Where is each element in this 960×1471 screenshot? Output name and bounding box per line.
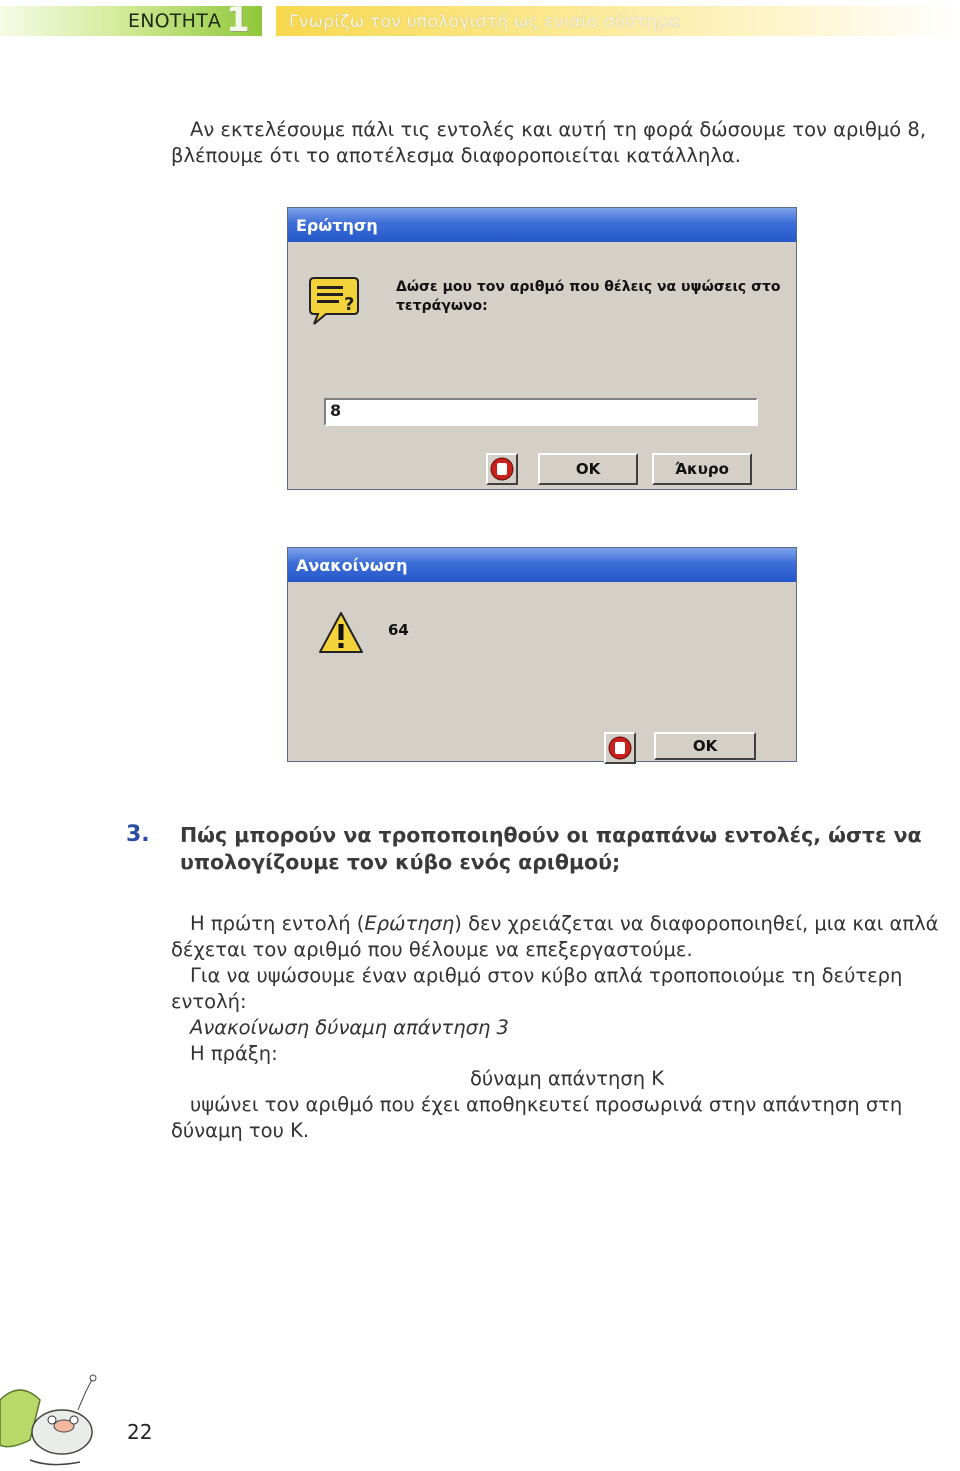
question-line-2: υπολογίζουμε τον κύβο ενός αριθμού; (180, 850, 621, 874)
intro-line-1: Αν εκτελέσουμε πάλι τις εντολές και αυτή τη φορά δώσουμε τον αριθμό 8, (190, 118, 927, 141)
question-dialog (287, 207, 797, 490)
announce-dialog-titlebar (288, 548, 796, 582)
body-p1-italic: Ερώτηση (364, 912, 455, 935)
speech-bubble-question-icon (308, 274, 360, 326)
svg-text:?: ? (344, 294, 355, 315)
action-label: Η πράξη: (190, 1042, 278, 1065)
stop-help-button[interactable] (486, 453, 518, 485)
intro-line-2: βλέπουμε ότι το αποτέλεσμα διαφοροποιείται κατάλληλα. (171, 144, 741, 167)
mouse-mascot-illustration (0, 1370, 110, 1471)
body-p1-b: ) δεν χρειάζεται να διαφοροποιηθεί, μια και απλά (454, 912, 939, 935)
announce-dialog (287, 547, 797, 762)
announce-dialog-message: 64 (388, 621, 409, 639)
question-line-1: Πώς μπορούν να τροποποιηθούν οι παραπάνω εντολές, ώστε να (180, 823, 922, 847)
question-dialog-titlebar (288, 208, 796, 242)
page-number: 22 (127, 1420, 153, 1444)
header-unit-label: ΕΝΟΤΗΤΑ (128, 10, 222, 32)
question-dialog-message-2: τετράγωνο: (396, 298, 488, 314)
body-p3-line-1: υψώνει τον αριθμό που έχει αποθηκευτεί προσωρινά στην απάντηση στη (190, 1093, 903, 1116)
expression-line: δύναμη απάντηση Κ (470, 1067, 665, 1090)
question-dialog-message-1: Δώσε μου τον αριθμό που θέλεις να υψώσεις στο (396, 279, 781, 295)
header-title: Γνωρίζω τον υπολογιστή ως ενιαίο σύστημα (289, 12, 681, 32)
cancel-button[interactable]: Άκυρο (652, 453, 752, 485)
stop-hand-icon (488, 455, 516, 483)
warning-triangle-icon (318, 610, 364, 656)
body-p1-a: Η πρώτη εντολή ( (190, 912, 365, 935)
header-unit-number: 1 (226, 0, 250, 40)
question-number: 3. (126, 822, 150, 847)
body-p2-line-2: εντολή: (171, 990, 247, 1013)
answer-input[interactable]: 8 (324, 398, 758, 426)
body-p3-line-2: δύναμη του Κ. (171, 1119, 310, 1142)
body-p1-line-1 (190, 911, 939, 937)
body-p1-line-2: δέχεται τον αριθμό που θέλουμε να επεξεργαστούμε. (171, 938, 693, 961)
announce-ok-button[interactable]: OK (654, 732, 756, 760)
question-dialog-title: Ερώτηση (296, 216, 378, 235)
ok-button[interactable]: OK (538, 453, 638, 485)
stop-help-button-2[interactable] (604, 732, 636, 764)
question-heading (180, 822, 922, 876)
command-line: Ανακοίνωση δύναμη απάντηση 3 (190, 1016, 509, 1039)
body-p2-line-1: Για να υψώσουμε έναν αριθμό στον κύβο απλά τροποποιούμε τη δεύτερη (190, 964, 903, 987)
page-header (0, 0, 960, 40)
announce-dialog-title: Ανακοίνωση (296, 556, 408, 575)
stop-hand-icon (606, 734, 634, 762)
